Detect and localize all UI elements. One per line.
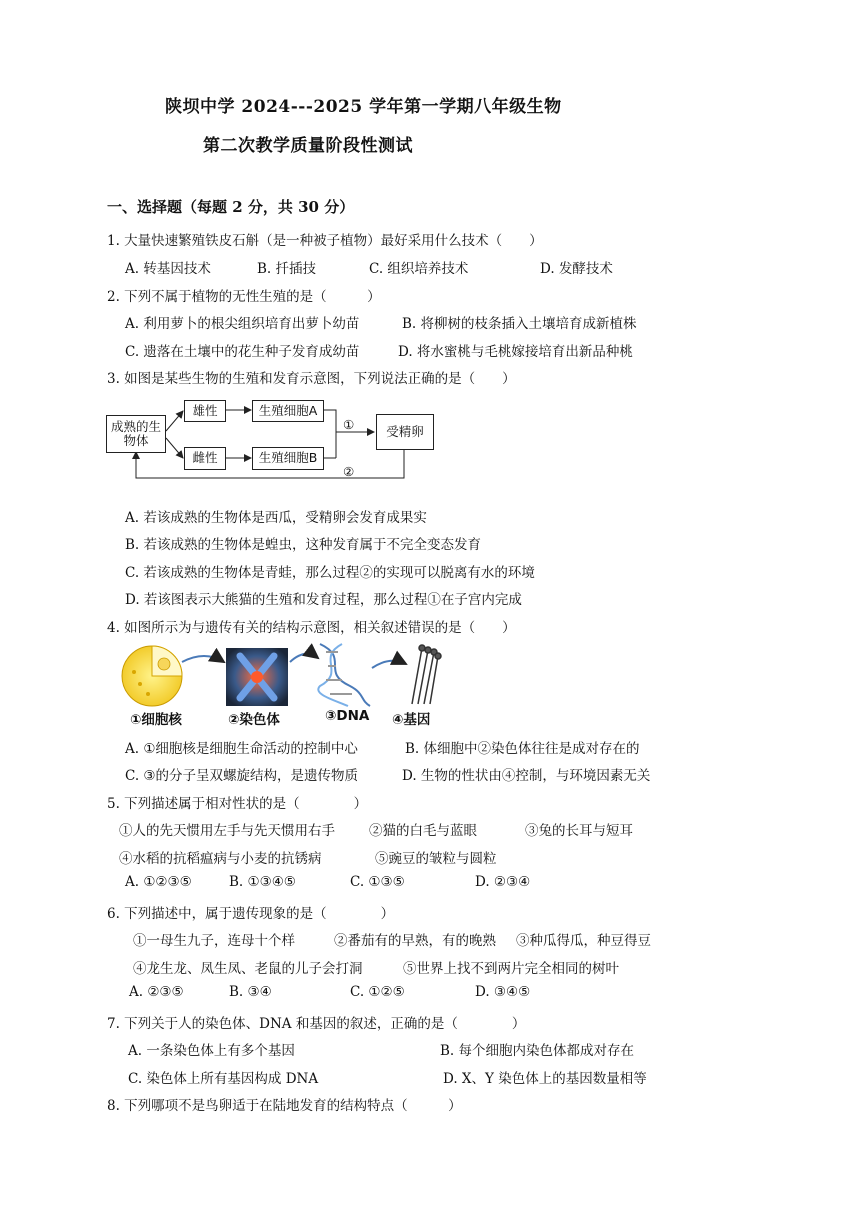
q5-item-5: ⑤豌豆的皱粒与圆粒	[375, 851, 497, 867]
q5-option-a: A. ①②③⑤	[125, 874, 192, 890]
process-1-label: ①	[343, 417, 355, 432]
q6-option-a: A. ②③⑤	[129, 984, 184, 1000]
q5-item-4: ④水稻的抗稻瘟病与小麦的抗锈病	[119, 851, 322, 867]
q5-option-d: D. ②③④	[475, 874, 531, 890]
section-heading: 一、选择题（每题 2 分，共 30 分）	[107, 198, 355, 216]
q5-item-1: ①人的先天惯用左手与先天惯用右手	[119, 823, 335, 839]
q1-option-d: D. 发酵技术	[540, 261, 613, 277]
male-box: 雄性	[184, 400, 226, 422]
chromosome-icon	[226, 648, 288, 706]
reproduction-diagram	[106, 398, 446, 488]
q7-option-b: B. 每个细胞内染色体都成对存在	[440, 1043, 635, 1059]
question-5-stem: 5. 下列描述属于相对性状的是（ ）	[107, 796, 368, 812]
label-chromosome: ②染色体	[228, 712, 280, 728]
q2-option-c: C. 遗落在土壤中的花生种子发育成幼苗	[125, 344, 360, 360]
exam-title: 陕坝中学 2024---2025 学年第一学期八年级生物	[165, 97, 562, 117]
q4-option-a: A. ①细胞核是细胞生命活动的控制中心	[125, 741, 358, 757]
exam-subtitle: 第二次教学质量阶段性测试	[203, 136, 413, 156]
q5-option-b: B. ①③④⑤	[229, 874, 296, 890]
germ-cell-b-box: 生殖细胞B	[252, 447, 324, 470]
structures-illustration	[120, 640, 460, 710]
q1-option-a: A. 转基因技术	[125, 261, 211, 277]
q6-item-4: ④龙生龙、凤生凤、老鼠的儿子会打洞	[133, 961, 363, 977]
question-4-stem: 4. 如图所示为与遗传有关的结构示意图，相关叙述错误的是（ ）	[107, 620, 516, 636]
q2-option-a: A. 利用萝卜的根尖组织培育出萝卜幼苗	[125, 316, 360, 332]
dna-helix-icon	[318, 644, 370, 706]
q5-item-3: ③兔的长耳与短耳	[525, 823, 633, 839]
q3-option-b: B. 若该成熟的生物体是蝗虫，这种发育属于不完全变态发育	[125, 537, 482, 553]
q7-option-a: A. 一条染色体上有多个基因	[128, 1043, 295, 1059]
question-6-stem: 6. 下列描述中，属于遗传现象的是（ ）	[107, 906, 395, 922]
question-7-stem: 7. 下列关于人的染色体、DNA 和基因的叙述，正确的是（ ）	[107, 1016, 526, 1032]
q4-option-d: D. 生物的性状由④控制，与环境因素无关	[402, 768, 651, 784]
q3-option-d: D. 若该图表示大熊猫的生殖和发育过程，那么过程①在子宫内完成	[125, 592, 522, 608]
gene-icon	[412, 645, 441, 704]
q7-option-d: D. X、Y 染色体上的基因数量相等	[443, 1071, 647, 1087]
q4-option-b: B. 体细胞中②染色体往往是成对存在的	[405, 741, 640, 757]
mature-organism-box: 成熟的生物体	[106, 415, 166, 453]
q6-option-b: B. ③④	[229, 984, 272, 1000]
q6-item-1: ①一母生九子，连母十个样	[133, 933, 295, 949]
question-8-stem: 8. 下列哪项不是鸟卵适于在陆地发育的结构特点（ ）	[107, 1098, 462, 1114]
label-nucleus: ①细胞核	[130, 712, 182, 728]
q2-option-b: B. 将柳树的枝条插入土壤培育成新植株	[402, 316, 637, 332]
q6-item-5: ⑤世界上找不到两片完全相同的树叶	[403, 961, 619, 977]
q5-item-2: ②猫的白毛与蓝眼	[369, 823, 477, 839]
q6-option-c: C. ①②⑤	[350, 984, 405, 1000]
q6-item-2: ②番茄有的早熟，有的晚熟	[334, 933, 496, 949]
label-dna: ③DNA	[325, 708, 370, 724]
q1-option-b: B. 扦插技	[257, 261, 317, 277]
question-1-stem: 1. 大量快速繁殖铁皮石斛（是一种被子植物）最好采用什么技术（ ）	[107, 233, 543, 249]
zygote-box: 受精卵	[376, 414, 434, 450]
q5-option-c: C. ①③⑤	[350, 874, 405, 890]
process-2-label: ②	[343, 464, 355, 479]
genetics-structures-figure	[120, 640, 460, 730]
q2-option-d: D. 将水蜜桃与毛桃嫁接培育出新品种桃	[398, 344, 633, 360]
q1-option-c: C. 组织培养技术	[369, 261, 469, 277]
question-2-stem: 2. 下列不属于植物的无性生殖的是（ ）	[107, 289, 381, 305]
label-gene: ④基因	[392, 712, 431, 728]
q6-item-3: ③种瓜得瓜，种豆得豆	[516, 933, 651, 949]
female-box: 雌性	[184, 447, 226, 470]
germ-cell-a-box: 生殖细胞A	[252, 400, 324, 422]
q3-option-a: A. 若该成熟的生物体是西瓜，受精卵会发育成果实	[125, 510, 427, 526]
q4-option-c: C. ③的分子呈双螺旋结构，是遗传物质	[125, 768, 359, 784]
q7-option-c: C. 染色体上所有基因构成 DNA	[128, 1071, 319, 1087]
q3-option-c: C. 若该成熟的生物体是青蛙，那么过程②的实现可以脱离有水的环境	[125, 565, 535, 581]
question-3-stem: 3. 如图是某些生物的生殖和发育示意图，下列说法正确的是（ ）	[107, 371, 516, 387]
q6-option-d: D. ③④⑤	[475, 984, 531, 1000]
cell-nucleus-icon	[122, 646, 182, 706]
